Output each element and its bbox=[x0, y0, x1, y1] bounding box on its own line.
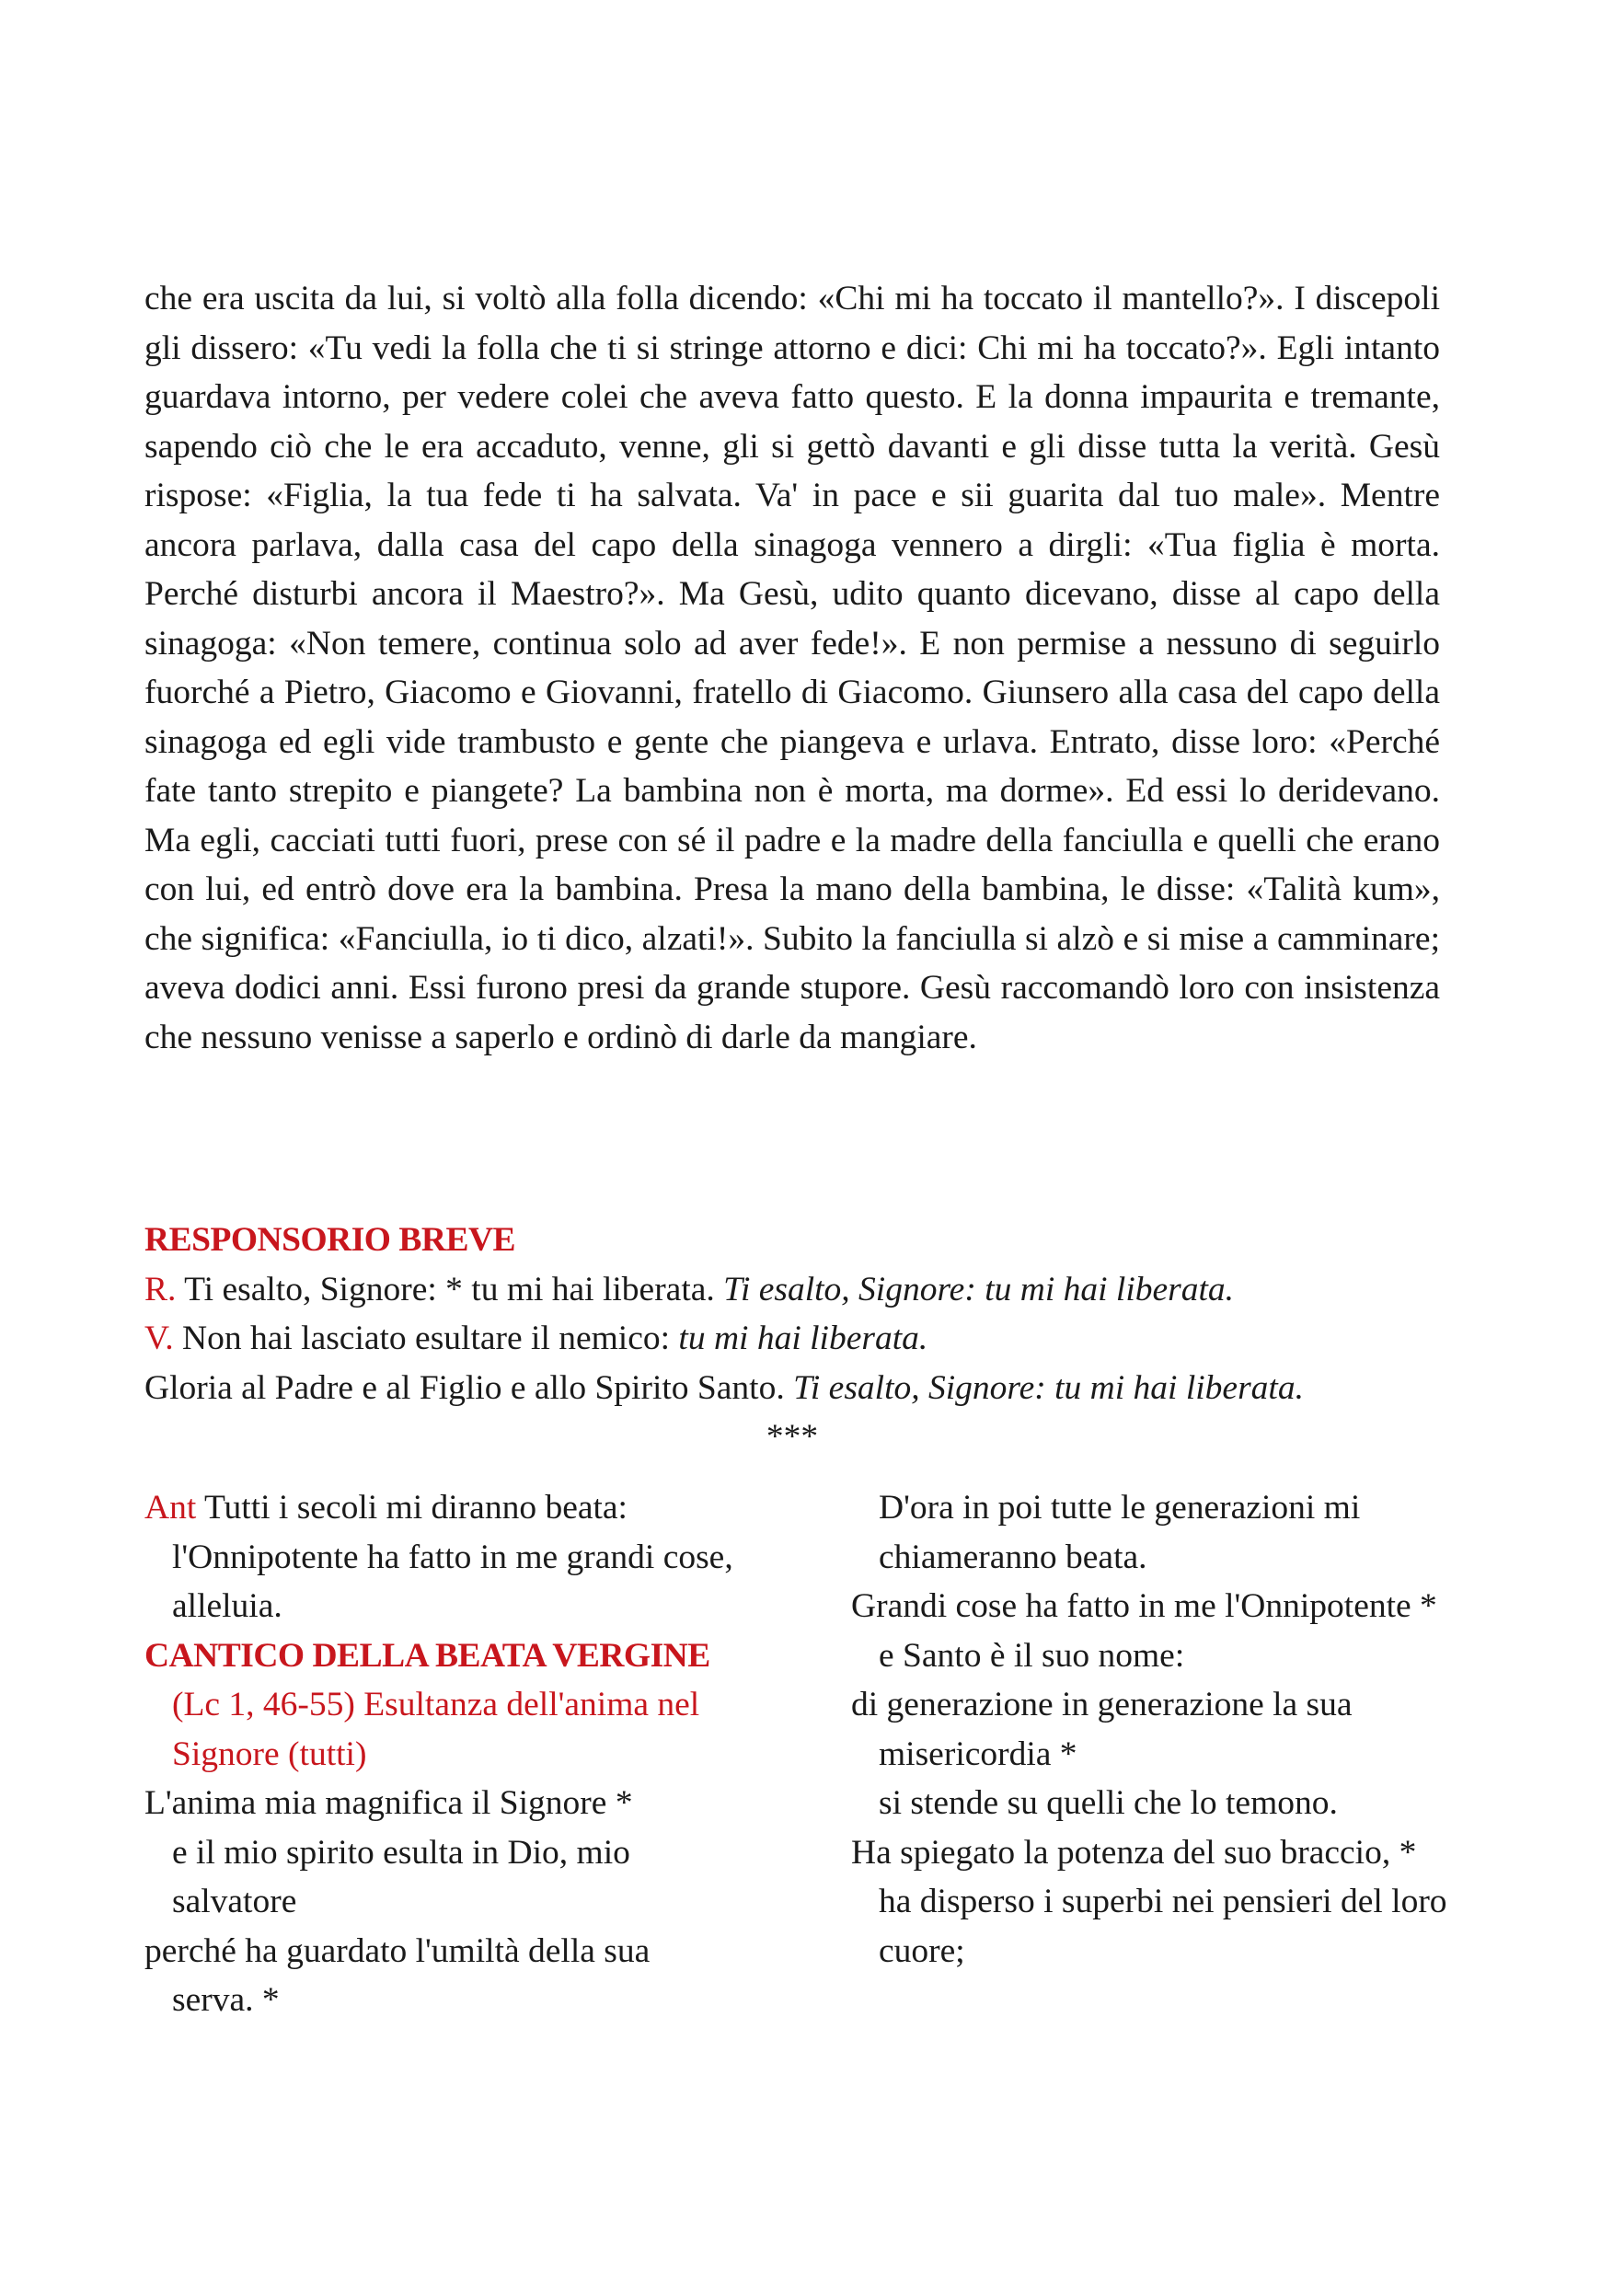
gospel-reading-paragraph: che era uscita da lui, si voltò alla folla dicendo: «Chi mi ha toccato il mantello?». I discepoli gli dissero: «Tu vedi la folla che ti si stringe attorno e dici: Chi mi ha toccato?». Egli intanto guardava intorno, per vedere colei che aveva fatto questo. E la donna impaurita e tremante, sapendo ciò che le era accaduto, venne, gli si gettò davanti e gli disse tutta la verità. Gesù rispose: «Figlia, la tua fede ti ha salvata. Va' in pace e sii guarita dal tuo male». Mentre ancora parlava, dalla casa del capo della sinagoga vennero a dirgli: «Tua figlia è morta. Perché disturbi ancora il Maestro?». Ma Gesù, udito quanto dicevano, disse al capo della sinagoga: «Non temere, continua solo ad aver fede!». E non permise a nessuno di seguirlo fuorché a Pietro, Giacomo e Giovanni, fratello di Giacomo. Giunsero alla casa del capo della sinagoga ed egli vide trambusto e gente che piangeva e urlava. Entrato, disse loro: «Perché fate tanto strepito e piangete? La bambina non è morta, ma dorme». Ed essi lo deridevano. Ma egli, cacciati tutti fuori, prese con sé il padre e la madre della fanciulla e quelli che erano con lui, ed entrò dove era la bambina. Presa la mano della bambina, le disse: «Talità kum», che significa: «Fanciulla, io ti dico, alzati!». Subito la fanciulla si alzò e si mise a camminare; aveva dodici anni. Essi furono presi da grande stupore. Gesù raccomandò loro con insistenza che nessuno venisse a saperlo e ordinò di darle da mangiare. bbox=[144, 280, 1440, 1056]
versicle-line bbox=[144, 1314, 1479, 1364]
versicle-text: Non hai lasciato esultare il nemico: bbox=[182, 1320, 671, 1357]
antiphon-marker: Ant bbox=[144, 1489, 197, 1527]
verse-right-6: Ha spiegato la potenza del suo braccio, * bbox=[851, 1833, 1417, 1872]
cantico-title: CANTICO DELLA BEATA VERGINE bbox=[144, 1636, 710, 1675]
versicle-response: tu mi hai liberata. bbox=[678, 1320, 928, 1357]
response-marker: R. bbox=[144, 1270, 177, 1308]
response-line bbox=[144, 1265, 1479, 1315]
verse-right-1: D'ora in poi tutte le generazioni mi chiameranno beata. bbox=[879, 1489, 1361, 1576]
section-separator: *** bbox=[766, 1418, 819, 1456]
antiphon bbox=[144, 1483, 733, 1631]
verse-right-2: Grandi cose ha fatto in me l'Onnipotente * bbox=[851, 1587, 1437, 1625]
verse-right-4: di generazione in generazione la sua misericordia * bbox=[851, 1686, 1353, 1773]
verse-right-3: e Santo è il suo nome: bbox=[879, 1636, 1185, 1675]
cantico-subtitle: (Lc 1, 46-55) Esultanza dell'anima nel Signore (tutti) bbox=[172, 1686, 700, 1773]
responsorio-section bbox=[144, 1216, 1479, 1462]
verse-right-7: ha disperso i superbi nei pensieri del loro cuore; bbox=[879, 1883, 1447, 1970]
responsorio-heading: RESPONSORIO BREVE bbox=[144, 1221, 516, 1259]
antiphon-text: Tutti i secoli mi diranno beata: l'Onnipotente ha fatto in me grandi cose, alleluia. bbox=[172, 1489, 733, 1625]
gloria-line bbox=[144, 1364, 1479, 1413]
verse-left-1: L'anima mia magnifica il Signore * bbox=[144, 1784, 633, 1822]
response-text: Ti esalto, Signore: * tu mi hai liberata. bbox=[184, 1270, 715, 1308]
gloria-response: Ti esalto, Signore: tu mi hai liberata. bbox=[793, 1368, 1304, 1407]
verse-right-5: si stende su quelli che lo temono. bbox=[879, 1784, 1338, 1822]
right-column bbox=[851, 1483, 1477, 1976]
versicle-marker: V. bbox=[144, 1320, 174, 1357]
left-column bbox=[144, 1483, 733, 2025]
response-repeat: Ti esalto, Signore: tu mi hai liberata. bbox=[723, 1270, 1235, 1308]
verse-left-2: e il mio spirito esulta in Dio, mio salvatore bbox=[172, 1833, 630, 1920]
verse-left-3: perché ha guardato l'umiltà della sua serva. * bbox=[144, 1931, 651, 2019]
gloria-text: Gloria al Padre e al Figlio e allo Spirito Santo. bbox=[144, 1368, 785, 1407]
cantico-heading bbox=[144, 1631, 733, 1780]
